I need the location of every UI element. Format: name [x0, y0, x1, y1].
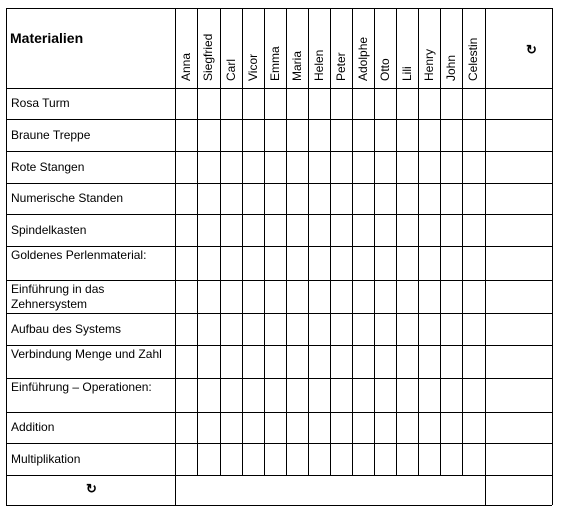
student-name-header: John: [444, 54, 458, 81]
student-name-header: Henry: [422, 48, 436, 81]
material-label: Spindelkasten: [11, 223, 87, 237]
student-name-header: Helen: [312, 49, 326, 81]
material-label: Rote Stangen: [11, 160, 85, 174]
material-label: Einführung in das Zehnersystem: [11, 282, 105, 311]
material-label: Numerische Standen: [11, 191, 124, 205]
material-label: Einführung – Operationen:: [11, 380, 152, 394]
student-name-header: Siegfried: [201, 33, 215, 81]
material-label: Rosa Turm: [11, 96, 70, 110]
student-name-header: Peter: [334, 52, 348, 81]
student-name-header: Anna: [179, 52, 193, 81]
material-label: Verbindung Menge und Zahl: [11, 347, 162, 361]
student-name-header: Vicor: [246, 53, 260, 81]
material-label: Goldenes Perlenmaterial:: [11, 248, 147, 262]
material-label: Aufbau des Systems: [11, 322, 122, 336]
student-name-header: Maria: [290, 50, 304, 81]
student-name-header: Celestin: [466, 37, 480, 81]
circular-arrow-icon[interactable]: ↻: [526, 42, 537, 57]
material-label: Braune Treppe: [11, 128, 91, 142]
table-title: Materialien: [10, 30, 84, 46]
material-label: Addition: [11, 420, 55, 434]
student-name-header: Lili: [400, 66, 414, 81]
student-name-header: Carl: [224, 58, 238, 81]
student-name-header: Adolphe: [356, 36, 370, 81]
circular-arrow-icon[interactable]: ↻: [86, 481, 97, 496]
material-label: Multiplikation: [11, 452, 81, 466]
student-name-header: Emma: [268, 46, 282, 81]
student-name-header: Otto: [378, 58, 392, 81]
